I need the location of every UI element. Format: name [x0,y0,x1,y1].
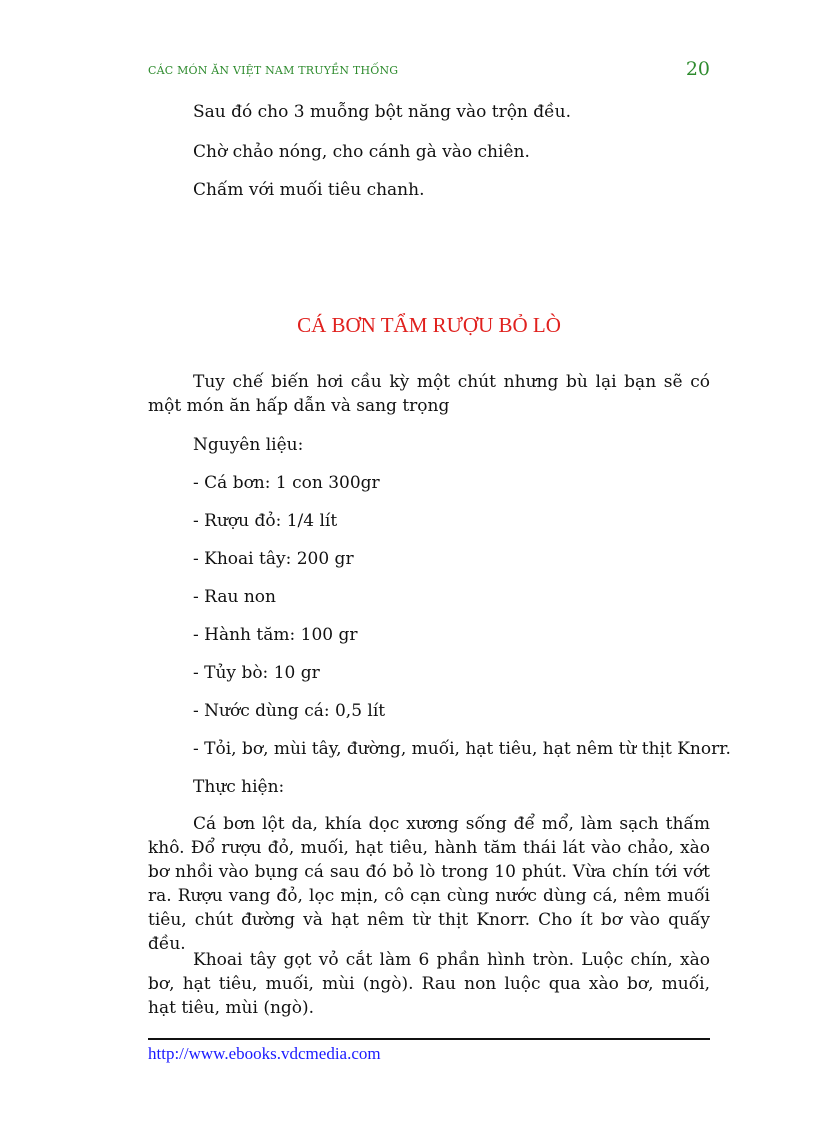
intro-line: Sau đó cho 3 muỗng bột năng vào trộn đều. [193,102,571,122]
running-header: CÁC MÓN ĂN VIỆT NAM TRUYỀN THỐNG [148,64,399,77]
page-number: 20 [685,58,710,80]
ingredient-item: - Tủy bò: 10 gr [193,663,320,683]
intro-line: Chờ chảo nóng, cho cánh gà vào chiên. [193,142,530,162]
ingredients-label: Nguyên liệu: [193,435,304,455]
recipe-description: Tuy chế biến hơi cầu kỳ một chút nhưng bù lại bạn sẽ có một món ăn hấp dẫn và sang trọng [148,372,710,416]
ingredient-item: - Cá bơn: 1 con 300gr [193,473,380,493]
footer-link[interactable]: http://www.ebooks.vdcmedia.com [148,1044,381,1063]
ingredient-item: - Tỏi, bơ, mùi tây, đường, muối, hạt tiêu, hạt nêm từ thịt Knorr. [193,739,731,759]
method-label: Thực hiện: [193,777,285,797]
intro-line: Chấm với muối tiêu chanh. [193,180,425,200]
ingredient-item: - Khoai tây: 200 gr [193,549,354,569]
ingredient-item: - Hành tăm: 100 gr [193,625,358,645]
ingredient-item: - Rượu đỏ: 1/4 lít [193,511,338,531]
footer-divider [148,1038,710,1040]
ingredient-item: - Rau non [193,587,276,607]
ingredient-item: - Nước dùng cá: 0,5 lít [193,701,386,721]
method-step: Cá bơn lột da, khía dọc xương sống để mổ, làm sạch thấm khô. Đổ rượu đỏ, muối, hạt tiêu, hành tăm thái lát vào chảo, xào bơ nhồi vào bụng cá sau đó bỏ lò trong 10 phút. Vừa chín tới vớt ra. Rượu vang đỏ, lọc mịn, cô cạn cùng nước dùng cá, nêm muối tiêu, chút đường và hạt nêm từ thịt Knorr. Cho ít bơ vào quấy đều. [148,814,710,954]
recipe-title: CÁ BƠN TẨM RƯỢU BỎ LÒ [297,313,561,337]
method-step: Khoai tây gọt vỏ cắt làm 6 phần hình tròn. Luộc chín, xào bơ, hạt tiêu, muối, mùi (ngò). Rau non luộc qua xào bơ, muối, hạt tiêu, mùi (ngò). [148,950,710,1018]
